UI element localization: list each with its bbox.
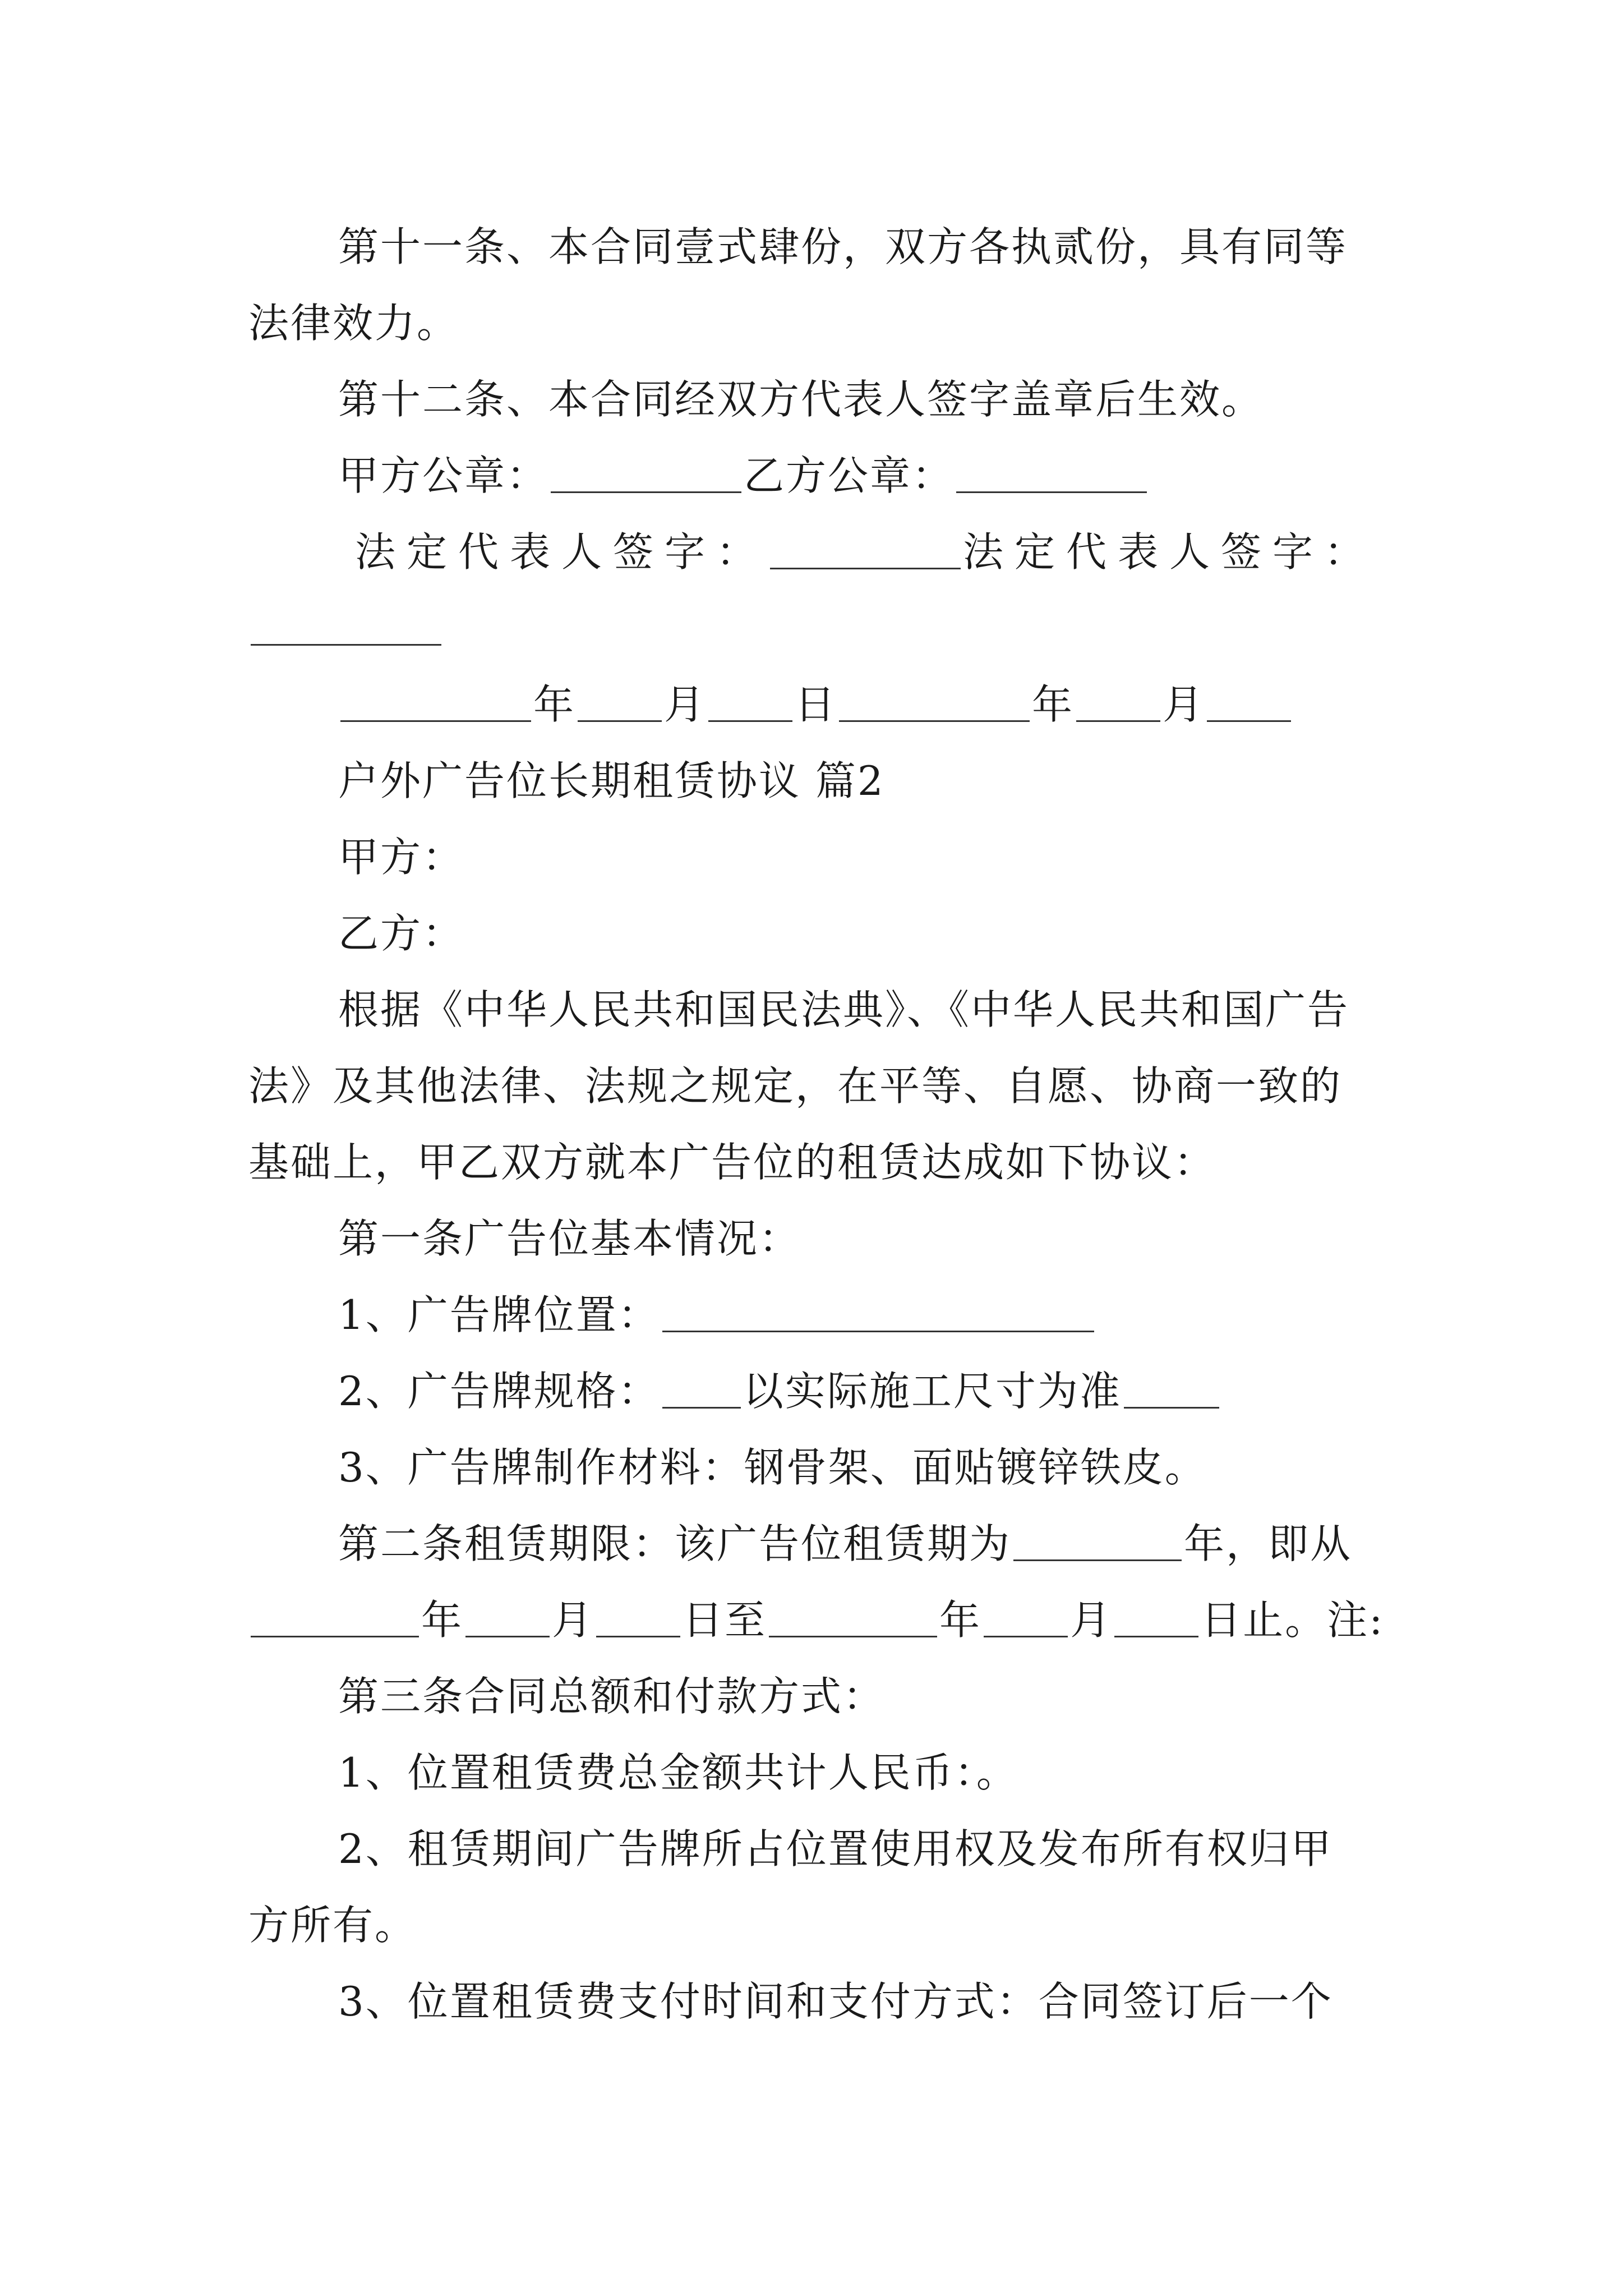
article-3-title: 第三条合同总额和付款方式： (338, 1673, 886, 1720)
billboard-spec-label: 2、广告牌规格： (338, 1368, 660, 1415)
article-1-title: 第一条广告位基本情况： (338, 1215, 801, 1262)
signature-blank-wrap (248, 601, 444, 655)
year-label: 年 (533, 681, 576, 728)
year-label-2: 年 (1032, 681, 1075, 728)
end-month-label: 月 (1070, 1596, 1113, 1644)
seal-row (338, 449, 1149, 503)
lease-term-year-suffix: 年，即从 (1184, 1520, 1353, 1567)
party-a-line: 甲方： (338, 834, 465, 881)
lease-term-years-blank (1013, 1523, 1182, 1561)
start-month-blank (465, 1599, 550, 1637)
article-3-item-3-line-1: 3、位置租赁费支付时间和支付方式：合同签订后一个 (338, 1978, 1333, 2025)
start-day-blank (596, 1599, 680, 1637)
party-a-month-blank (578, 684, 662, 722)
start-year-blank (251, 1599, 419, 1637)
end-year-label: 年 (939, 1596, 982, 1644)
article-12: 第十二条、本合同经双方代表人签字盖章后生效。 (338, 376, 1264, 423)
billboard-location-label: 1、广告牌位置： (338, 1291, 660, 1338)
article-1-item-3: 3、广告牌制作材料：钢骨架、面贴镀锌铁皮。 (338, 1444, 1207, 1491)
party-a-year-blank (340, 684, 531, 722)
party-a-seal-label: 甲方公章： (338, 452, 549, 499)
start-year-label: 年 (421, 1596, 464, 1644)
article-2-line-1 (338, 1517, 1352, 1571)
article-2-line-2 (248, 1593, 1384, 1647)
article-3-item-2-line-1: 2、租赁期间广告牌所占位置使用权及发布所有权归甲 (338, 1825, 1333, 1872)
billboard-spec-blank-before (662, 1370, 741, 1409)
end-year-blank (769, 1599, 937, 1637)
month-label: 月 (664, 681, 707, 728)
billboard-spec-value: 以实际施工尺寸为准 (743, 1368, 1122, 1415)
month-label-2: 月 (1163, 681, 1205, 728)
start-month-label: 月 (552, 1596, 594, 1644)
end-month-blank (984, 1599, 1068, 1637)
party-b-year-blank (839, 684, 1030, 722)
signature-row (355, 525, 1376, 579)
end-day-blank (1114, 1599, 1198, 1637)
party-b-day-blank (1207, 684, 1291, 722)
end-day-label: 日止。注: (1201, 1596, 1385, 1644)
party-b-seal-blank (956, 455, 1147, 493)
article-11-line-1: 第十一条、本合同壹式肆份，双方各执贰份，具有同等 (338, 223, 1348, 270)
party-b-month-blank (1076, 684, 1160, 722)
intro-line-2: 法》及其他法律、法规之规定，在平等、自愿、协商一致的 (248, 1062, 1343, 1110)
party-b-signature-blank (251, 608, 441, 646)
day-label: 日 (795, 681, 837, 728)
start-day-to-label: 日至 (683, 1596, 767, 1644)
section-title: 户外广告位长期租赁协议 篇2 (338, 757, 885, 804)
party-b-line: 乙方： (338, 910, 465, 957)
intro-line-1: 根据《中华人民共和国民法典》、《中华人民共和国广告 (338, 986, 1350, 1033)
article-3-item-1: 1、位置租赁费总金额共计人民币：。 (338, 1749, 1018, 1796)
party-a-day-blank (708, 684, 792, 722)
party-b-seal-label: 乙方公章： (744, 452, 955, 499)
party-a-signature-label: 法定代表人签字： (355, 528, 768, 576)
billboard-location-blank (662, 1294, 1094, 1332)
date-row (338, 678, 1293, 731)
party-a-seal-blank (551, 455, 741, 493)
article-3-item-2-line-2: 方所有。 (248, 1902, 417, 1949)
billboard-spec-blank-after (1124, 1370, 1219, 1409)
lease-term-prefix: 第二条租赁期限：该广告位租赁期为 (338, 1520, 1012, 1567)
article-1-item-1 (338, 1288, 1096, 1342)
intro-line-3: 基础上，甲乙双方就本广告位的租赁达成如下协议： (248, 1139, 1216, 1186)
article-11-line-2: 法律效力。 (248, 300, 459, 347)
party-a-signature-blank (770, 531, 961, 569)
article-1-item-2 (338, 1364, 1221, 1418)
party-b-signature-label: 法定代表人签字： (963, 528, 1376, 576)
